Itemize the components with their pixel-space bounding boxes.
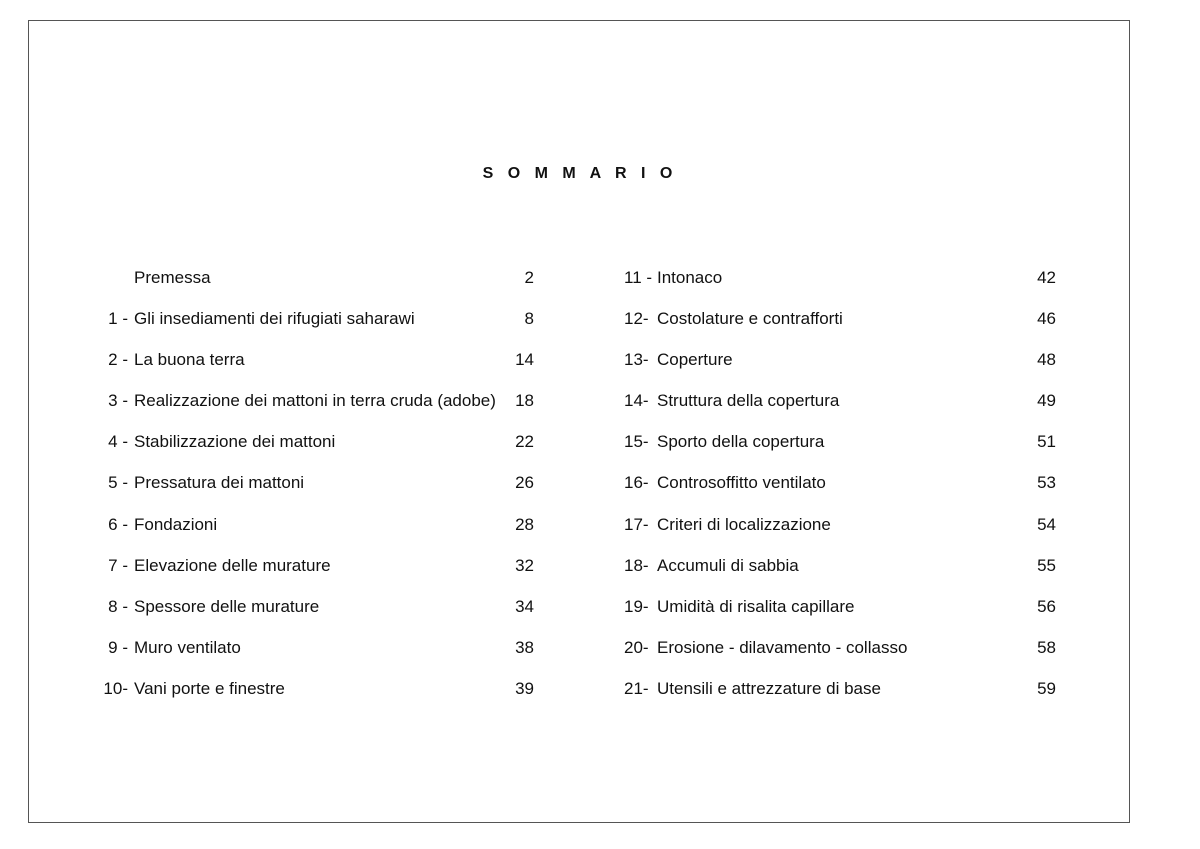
- toc-entry-page: 14: [515, 350, 534, 370]
- toc-entry-title: Gli insediamenti dei rifugiati saharawi: [134, 309, 415, 329]
- toc-entry-page: 56: [1037, 596, 1056, 616]
- toc-entry-title: Fondazioni: [134, 514, 218, 534]
- toc-entry-title: Struttura della copertura: [657, 391, 840, 411]
- toc-entry-page: 51: [1037, 432, 1056, 452]
- toc-entry-number: 5 -: [108, 473, 128, 493]
- toc-entry-number: 2 -: [108, 350, 128, 370]
- toc-entry-title: Premessa: [134, 268, 211, 287]
- toc-entry[interactable]: [0, 514, 1060, 555]
- toc-entry-page: 49: [1037, 391, 1056, 411]
- toc-entry-title: Accumuli di sabbia: [657, 555, 799, 575]
- toc-entry[interactable]: [0, 637, 1060, 678]
- toc-entry-title: Elevazione delle murature: [134, 555, 331, 575]
- toc-entry[interactable]: [0, 349, 1060, 390]
- toc-entry-title: Sporto della copertura: [657, 432, 825, 452]
- toc-entry-page: 42: [1037, 268, 1056, 287]
- toc-entry-number: 7 -: [108, 555, 128, 575]
- toc-entry-number: 21-: [624, 678, 649, 698]
- toc-entry-title: Realizzazione dei mattoni in terra cruda (adobe): [134, 391, 496, 411]
- toc-entry[interactable]: [0, 472, 1060, 513]
- toc-entry-number: 13-: [624, 350, 649, 370]
- toc-entry-number: 17-: [624, 514, 649, 534]
- toc-entry-number: 4 -: [108, 432, 128, 452]
- toc-entry-page: 2: [524, 268, 534, 287]
- toc-entry-title: Criteri di localizzazione: [657, 514, 831, 534]
- toc-entry-title: Costolature e contrafforti: [657, 309, 843, 329]
- toc-entry-number: 14-: [624, 391, 649, 411]
- toc-entry-page: 53: [1037, 473, 1056, 493]
- toc-entry-number: 9 -: [108, 637, 128, 657]
- toc-entry-title: Stabilizzazione dei mattoni: [134, 432, 336, 452]
- toc-entry[interactable]: [0, 596, 1060, 637]
- toc-entry-title: Controsoffitto ventilato: [657, 473, 826, 493]
- toc-entry-page: 38: [515, 637, 534, 657]
- toc-entry[interactable]: [0, 308, 1060, 349]
- toc-entry-title: Spessore delle murature: [134, 596, 320, 616]
- toc-entry-page: 54: [1037, 514, 1056, 534]
- toc-entry-title: La buona terra: [134, 350, 245, 370]
- toc-entry-page: 22: [515, 432, 534, 452]
- toc-entry-page: 58: [1037, 637, 1056, 657]
- toc-entry-page: 34: [515, 596, 534, 616]
- toc-entry[interactable]: [0, 678, 1060, 719]
- toc-entry-page: 32: [515, 555, 534, 575]
- toc-entry-title: Erosione - dilavamento - collasso: [657, 637, 908, 657]
- page-title: S O M M A R I O: [482, 165, 678, 182]
- toc-entry-title: Intonaco: [657, 268, 723, 287]
- toc-entry-page: 48: [1037, 350, 1056, 370]
- toc-entry-number: 12-: [624, 309, 649, 329]
- toc-entry-title: Pressatura dei mattoni: [134, 473, 305, 493]
- toc-entry-page: 28: [515, 514, 534, 534]
- toc-entry-page: 39: [515, 678, 534, 698]
- toc-entry[interactable]: [0, 555, 1060, 596]
- toc-entry-title: Muro ventilato: [134, 637, 241, 657]
- toc-entry-page: 8: [524, 309, 534, 329]
- toc-entry-page: 59: [1037, 678, 1056, 698]
- toc-entry-number: 10-: [103, 678, 128, 698]
- toc-entry-title: Umidità di risalita capillare: [657, 596, 855, 616]
- toc-right-column: [0, 267, 1060, 719]
- toc-entry-number: 19-: [624, 596, 649, 616]
- toc-entry-number: 15-: [624, 432, 649, 452]
- toc-entry-number: 6 -: [108, 514, 128, 534]
- toc-entry-number: 8 -: [108, 596, 128, 616]
- toc-entry-page: 18: [515, 391, 534, 411]
- toc-entry-title: Coperture: [657, 350, 733, 370]
- toc-entry[interactable]: [0, 431, 1060, 472]
- toc-entry-number: 16-: [624, 473, 649, 493]
- toc-entry-number: 3 -: [108, 391, 128, 411]
- toc-entry-number: 20-: [624, 637, 649, 657]
- toc-entry-title: Utensili e attrezzature di base: [657, 678, 881, 698]
- toc-entry[interactable]: [0, 390, 1060, 431]
- toc-entry-number: 1 -: [108, 309, 128, 329]
- toc-entry[interactable]: [0, 267, 1060, 308]
- toc-entry-page: 55: [1037, 555, 1056, 575]
- toc-entry-number: 11 -: [624, 268, 653, 287]
- toc-entry-page: 46: [1037, 309, 1056, 329]
- toc-entry-page: 26: [515, 473, 534, 493]
- toc-entry-title: Vani porte e finestre: [134, 678, 285, 698]
- toc-entry-number: 18-: [624, 555, 649, 575]
